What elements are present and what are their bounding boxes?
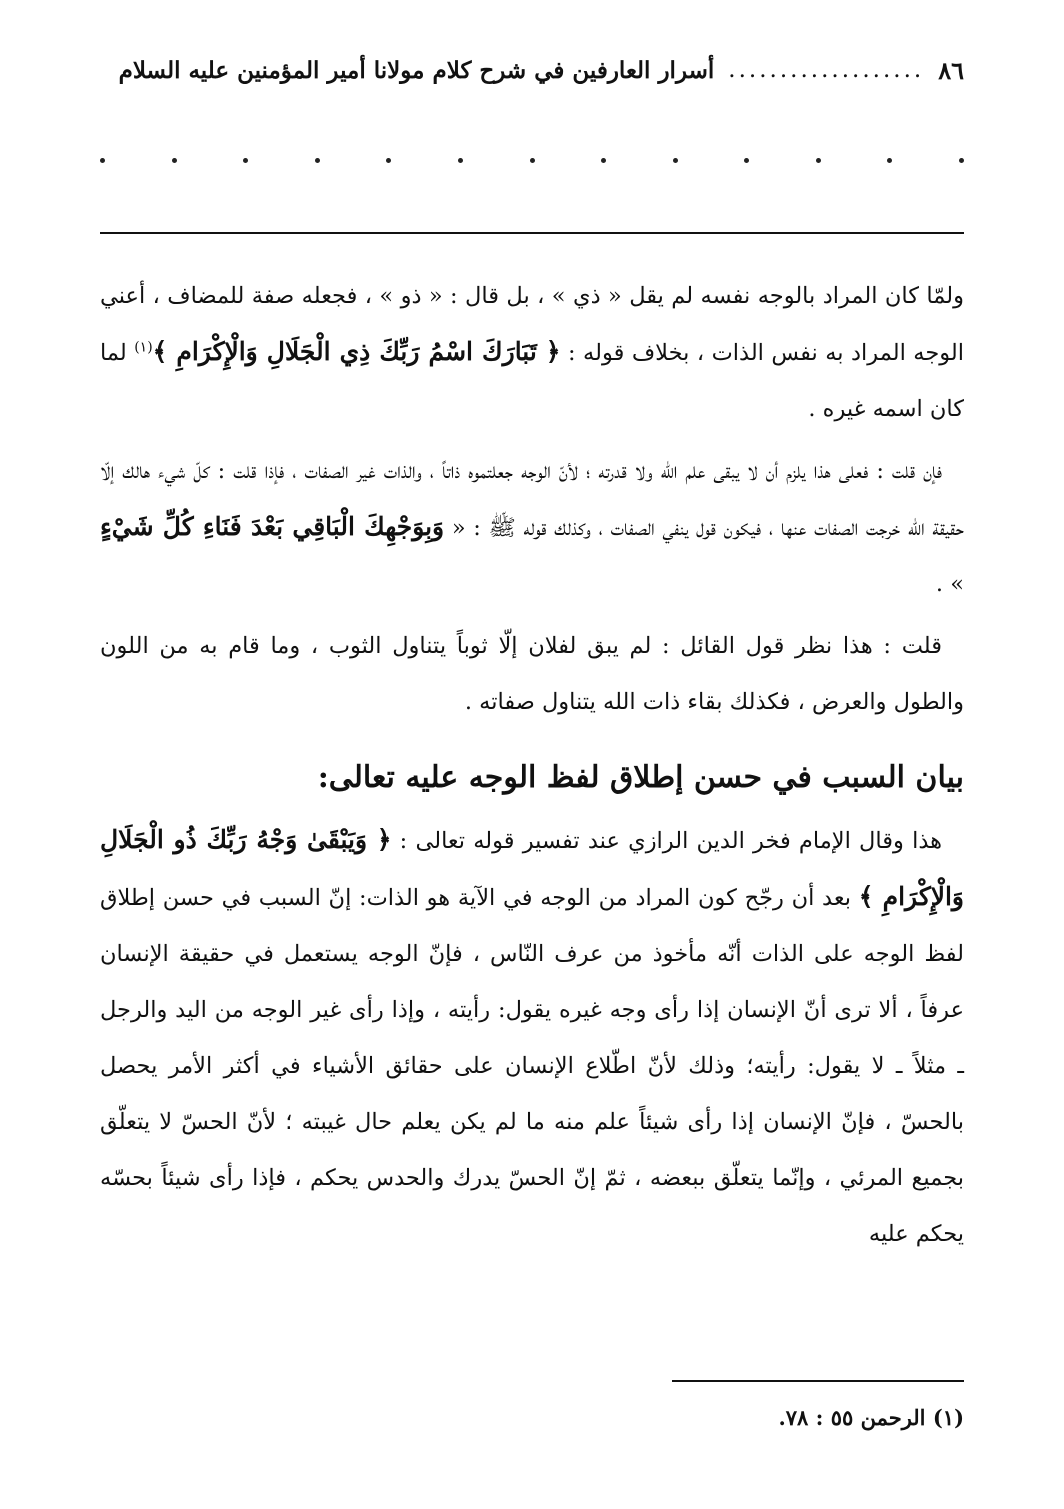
paragraph-3: قلت : هذا نظر قول القائل : لم يبق لفلان إلّا ثوباً يتناول الثوب ، وما قام به من اللون والطول والعرض ، فكذلك بقاء ذات الله يتناول صفاته .	[100, 633, 964, 715]
ornament-dot	[673, 158, 678, 163]
ornament-dot	[530, 158, 535, 163]
ornament-dot	[887, 158, 892, 163]
section-heading: بيان السبب في حسن إطلاق لفظ الوجه عليه تعالى:	[317, 760, 964, 795]
footnote: (١) الرحمن ٥٥ : ٧٨.	[778, 1405, 964, 1430]
paragraph-4	[100, 812, 964, 1262]
ornament-dot	[959, 158, 964, 163]
ornament-dots	[100, 150, 964, 170]
ornament-dot	[601, 158, 606, 163]
ornament-dot	[315, 158, 320, 163]
paragraph-1-text-b: لما كان اسمه غيره .	[100, 340, 964, 422]
footnote-ref-1: (١)	[134, 339, 153, 356]
quran-verse-2: ﴿ وَيَبْقَىٰ وَجْهُ رَبِّكَ ذُو الْجَلَالِ وَالْإِكْرَامِ ﴾	[100, 825, 965, 911]
paragraph-1	[100, 268, 964, 437]
quran-verse-1: ﴿ تَبَارَكَ اسْمُ رَبِّكَ ذِي الْجَلَالِ وَالْإِكْرَامِ ﴾	[152, 337, 561, 366]
paragraph-2-text-a: فإن قلت : فعلى هذا يلزم أن لا يبقى علم الله ولا قدرته ؛ لأنّ الوجه جعلتموه ذاتاً ، والذات غير الصفات ، فإذا قلت : كلّ شيء هالك إلّا حقيقة الله خرجت الصفات عنها ، فيكون قول ينفي الصفات ، وكذلك قوله ﷺ : «	[100, 458, 964, 541]
ornament-dot	[100, 158, 105, 163]
ornament-dot	[172, 158, 177, 163]
running-header	[100, 50, 964, 90]
hadith-quote: وَبِوَجْهِكَ الْبَاقِي بَعْدَ فَنَاءِ كُلِّ شَيْءٍ	[100, 512, 445, 541]
header-leader: ...................	[728, 57, 925, 83]
footnote-rule	[672, 1380, 964, 1382]
page-number: ٨٦	[938, 55, 964, 85]
ornament-dot	[816, 158, 821, 163]
ornament-dot	[243, 158, 248, 163]
main-text	[100, 268, 964, 1268]
header-rule	[100, 232, 964, 234]
paragraph-4-text-a: هذا وقال الإمام فخر الدين الرازي عند تفسير قوله تعالى :	[391, 828, 942, 854]
paragraph-2	[100, 443, 964, 612]
ornament-dot	[744, 158, 749, 163]
paragraph-4-text-b: بعد أن رجّح كون المراد من الوجه في الآية هو الذات: إنّ السبب في حسن إطلاق لفظ الوجه على الذات أنّه مأخوذ من عرف النّاس ، فإنّ الوجه يستعمل في حقيقة الإنسان عرفاً ، ألا ترى أنّ الإنسان إذا رأى وجه غيره يقول: رأيته ، وإذا رأى غير الوجه من اليد والرجل ـ مثلاً ـ لا يقول: رأيته؛ وذلك لأنّ اطّلاع الإنسان على حقائق الأشياء في أكثر الأمر يحصل بالحسّ ، فإنّ الإنسان إذا رأى شيئاً علم منه ما لم يكن يعلم حال غيبته ؛ لأنّ الحسّ لا يتعلّق بجميع المرئي ، وإنّما يتعلّق ببعضه ، ثمّ إنّ الحسّ يدرك والحدس يحكم ، فإذا رأى شيئاً بحسّه يحكم عليه	[100, 885, 964, 1247]
running-title: أسرار العارفين في شرح كلام مولانا أمير المؤمنين عليه السلام	[118, 56, 715, 84]
ornament-dot	[458, 158, 463, 163]
paragraph-2-text-b: » .	[935, 571, 964, 597]
paragraph-1-text-a: ولمّا كان المراد بالوجه نفسه لم يقل « ذي » ، بل قال : « ذو » ، فجعله صفة للمضاف ، أعني الوجه المراد به نفس الذات ، بخلاف قوله :	[100, 283, 964, 366]
ornament-dot	[386, 158, 391, 163]
